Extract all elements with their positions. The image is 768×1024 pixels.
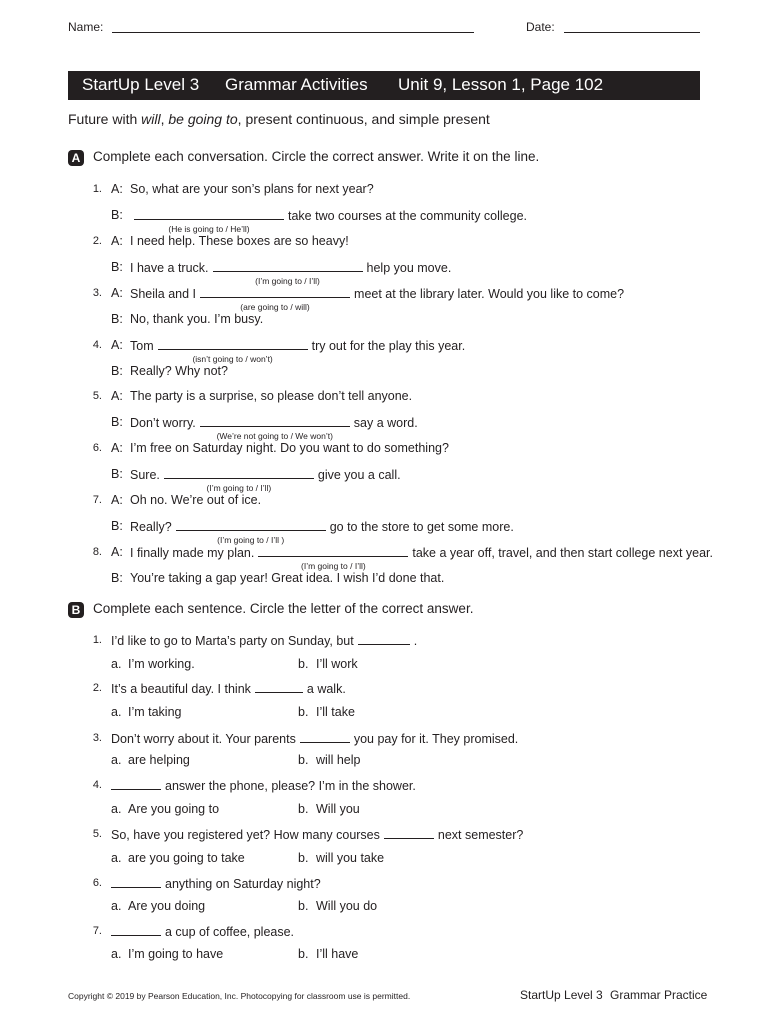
name-label: Name: bbox=[68, 20, 104, 34]
sentence-text: next semester? bbox=[437, 828, 524, 842]
speaker-b-label: B: bbox=[111, 260, 123, 274]
section-a-badge: A bbox=[68, 150, 84, 166]
line-text: No, thank you. I’m busy. bbox=[130, 312, 264, 326]
speaker-b-label: B: bbox=[111, 312, 123, 326]
answer-blank-wrapper bbox=[200, 414, 350, 441]
speaker-b-label: B: bbox=[111, 571, 123, 585]
speaker-b-label: B: bbox=[111, 415, 123, 429]
line-text: You’re taking a gap year! Great idea. I wish I’d done that. bbox=[130, 571, 445, 585]
answer-blank[interactable] bbox=[200, 414, 350, 427]
option-b-letter[interactable]: b. bbox=[298, 899, 309, 913]
option-a-letter[interactable]: a. bbox=[111, 851, 122, 865]
item-number: 2. bbox=[92, 682, 102, 694]
line-text: go to the store to get some more. bbox=[329, 520, 514, 534]
conversation-line-a bbox=[130, 285, 625, 312]
answer-choices-hint: (isn’t going to / won’t) bbox=[192, 354, 273, 364]
sentence-text: anything on Saturday night? bbox=[165, 877, 321, 891]
subtitle-sep: , bbox=[160, 111, 169, 127]
footer-practice: Grammar Practice bbox=[610, 988, 708, 1002]
speaker-a-label: A: bbox=[111, 441, 123, 455]
answer-blank-wrapper bbox=[164, 466, 314, 493]
option-a-text: I’m going to have bbox=[128, 947, 224, 961]
conversation-line-b bbox=[130, 363, 228, 379]
conversation-line-b bbox=[130, 414, 418, 441]
speaker-a-label: A: bbox=[111, 234, 123, 248]
item-number: 4. bbox=[92, 339, 102, 351]
item-number: 5. bbox=[92, 390, 102, 402]
speaker-b-label: B: bbox=[111, 519, 123, 533]
conversation-line-a bbox=[130, 337, 466, 364]
answer-blank-wrapper bbox=[258, 544, 408, 571]
answer-blank[interactable] bbox=[158, 337, 308, 350]
sentence-text: Don’t worry about it. Your parents bbox=[111, 732, 296, 746]
option-a-text: Are you going to bbox=[128, 802, 220, 816]
answer-blank[interactable] bbox=[111, 875, 161, 888]
conversation-line-a bbox=[130, 544, 714, 571]
option-a-text: I’m working. bbox=[128, 657, 195, 671]
sentence-text: So, have you registered yet? How many courses bbox=[111, 828, 380, 842]
speaker-b-label: B: bbox=[111, 208, 123, 222]
line-text: I’m free on Saturday night. Do you want to do something? bbox=[130, 441, 449, 455]
answer-blank[interactable] bbox=[134, 207, 284, 220]
line-text: Tom bbox=[130, 339, 154, 353]
option-a-text: are you going to take bbox=[128, 851, 245, 865]
option-a-letter[interactable]: a. bbox=[111, 657, 122, 671]
conversation-line-b bbox=[130, 570, 444, 586]
option-b-text: Will you do bbox=[316, 899, 378, 913]
conversation-line-a bbox=[130, 233, 349, 249]
banner-location: Unit 9, Lesson 1, Page 102 bbox=[398, 75, 604, 94]
answer-blank[interactable] bbox=[200, 285, 350, 298]
item-number: 7. bbox=[92, 494, 102, 506]
item-number: 3. bbox=[92, 287, 102, 299]
banner-activity: Grammar Activities bbox=[225, 75, 368, 94]
answer-blank[interactable] bbox=[300, 730, 350, 743]
answer-choices-hint: (He is going to / He’ll) bbox=[168, 224, 250, 234]
answer-blank-wrapper bbox=[176, 518, 326, 545]
banner-level: StartUp Level 3 bbox=[82, 75, 200, 94]
answer-blank[interactable] bbox=[213, 259, 363, 272]
answer-blank[interactable] bbox=[358, 632, 410, 645]
speaker-a-label: A: bbox=[111, 338, 123, 352]
section-b-instruction: Complete each sentence. Circle the letter of the correct answer. bbox=[93, 601, 474, 616]
option-b-text: Will you bbox=[316, 802, 360, 816]
line-text: meet at the library later. Would you like to come? bbox=[354, 287, 625, 301]
line-text: Sheila and I bbox=[130, 287, 197, 301]
speaker-b-label: B: bbox=[111, 467, 123, 481]
option-b-letter[interactable]: b. bbox=[298, 802, 309, 816]
speaker-a-label: A: bbox=[111, 389, 123, 403]
answer-blank[interactable] bbox=[384, 826, 434, 839]
option-b-text: I’ll take bbox=[316, 705, 355, 719]
item-number: 7. bbox=[92, 925, 102, 937]
sentence-text: a walk. bbox=[306, 682, 346, 696]
conversation-line-b bbox=[130, 518, 514, 545]
line-text: Oh no. We’re out of ice. bbox=[130, 493, 262, 507]
line-text: I have a truck. bbox=[130, 261, 209, 275]
copyright-text: Copyright © 2019 by Pearson Education, Inc. Photocopying for classroom use is permitted. bbox=[68, 991, 411, 1001]
conversation-line-b bbox=[130, 259, 452, 286]
answer-choices-hint: (I’m going to / I’ll ) bbox=[217, 535, 285, 545]
option-a-letter[interactable]: a. bbox=[111, 947, 122, 961]
page-subtitle bbox=[68, 111, 490, 127]
conversation-line-b bbox=[130, 207, 528, 234]
speaker-a-label: A: bbox=[111, 493, 123, 507]
answer-choices-hint: (I’m going to / I’ll) bbox=[301, 561, 366, 571]
sentence-line bbox=[111, 680, 346, 697]
date-field[interactable] bbox=[564, 32, 700, 33]
answer-blank-wrapper bbox=[213, 259, 363, 286]
answer-blank[interactable] bbox=[258, 544, 408, 557]
answer-blank[interactable] bbox=[111, 777, 161, 790]
option-b-letter[interactable]: b. bbox=[298, 753, 309, 767]
option-b-letter[interactable]: b. bbox=[298, 705, 309, 719]
item-number: 6. bbox=[92, 877, 102, 889]
line-text: take two courses at the community college. bbox=[288, 209, 528, 223]
answer-blank[interactable] bbox=[176, 518, 326, 531]
line-text: Really? Why not? bbox=[130, 364, 228, 378]
answer-choices-hint: (are going to / will) bbox=[240, 302, 310, 312]
sentence-text: I’d like to go to Marta’s party on Sunday, but bbox=[111, 634, 354, 648]
subtitle-suffix: , present continuous, and simple present bbox=[237, 111, 490, 127]
conversation-line-a bbox=[130, 181, 374, 197]
line-text: I finally made my plan. bbox=[130, 546, 255, 560]
line-text: Really? bbox=[130, 520, 172, 534]
answer-choices-hint: (We’re not going to / We won’t) bbox=[216, 431, 333, 441]
item-number: 1. bbox=[92, 634, 102, 646]
sentence-line bbox=[111, 923, 294, 940]
name-field[interactable] bbox=[112, 32, 474, 33]
line-text: take a year off, travel, and then start college next year. bbox=[412, 546, 714, 560]
option-b-letter[interactable]: b. bbox=[298, 851, 309, 865]
subtitle-be-going-to: be going to bbox=[168, 111, 238, 127]
line-text: give you a call. bbox=[317, 468, 401, 482]
sentence-text: . bbox=[413, 634, 418, 648]
answer-blank[interactable] bbox=[255, 680, 303, 693]
option-b-letter[interactable]: b. bbox=[298, 947, 309, 961]
sentence-line bbox=[111, 875, 321, 892]
sentence-text: you pay for it. They promised. bbox=[353, 732, 519, 746]
option-b-text: I’ll work bbox=[316, 657, 358, 671]
item-number: 4. bbox=[92, 779, 102, 791]
item-number: 5. bbox=[92, 828, 102, 840]
line-text: try out for the play this year. bbox=[311, 339, 466, 353]
sentence-text: a cup of coffee, please. bbox=[165, 925, 295, 939]
conversation-line-a bbox=[130, 388, 412, 404]
answer-choices-hint: (I’m going to / I’ll) bbox=[255, 276, 320, 286]
answer-blank[interactable] bbox=[111, 923, 161, 936]
line-text: Sure. bbox=[130, 468, 160, 482]
item-number: 8. bbox=[92, 546, 102, 558]
sentence-text: answer the phone, please? I’m in the shower. bbox=[165, 779, 416, 793]
option-a-letter[interactable]: a. bbox=[111, 705, 122, 719]
option-a-text: are helping bbox=[128, 753, 190, 767]
item-number: 2. bbox=[92, 235, 102, 247]
section-b-badge: B bbox=[68, 602, 84, 618]
item-number: 6. bbox=[92, 442, 102, 454]
date-label: Date: bbox=[526, 20, 555, 34]
line-text: So, what are your son’s plans for next year? bbox=[130, 182, 374, 196]
speaker-b-label: B: bbox=[111, 364, 123, 378]
option-a-letter[interactable]: a. bbox=[111, 899, 122, 913]
option-a-letter[interactable]: a. bbox=[111, 753, 122, 767]
line-text: help you move. bbox=[366, 261, 452, 275]
sentence-line bbox=[111, 826, 523, 843]
sentence-text: It’s a beautiful day. I think bbox=[111, 682, 251, 696]
option-a-letter[interactable]: a. bbox=[111, 802, 122, 816]
line-text: The party is a surprise, so please don’t tell anyone. bbox=[130, 389, 413, 403]
answer-blank[interactable] bbox=[164, 466, 314, 479]
conversation-line-a bbox=[130, 492, 261, 508]
option-a-text: Are you doing bbox=[128, 899, 206, 913]
speaker-a-label: A: bbox=[111, 286, 123, 300]
subtitle-prefix: Future with bbox=[68, 111, 142, 127]
answer-blank-wrapper bbox=[200, 285, 350, 312]
line-text: say a word. bbox=[353, 416, 418, 430]
sentence-line bbox=[111, 777, 416, 794]
speaker-a-label: A: bbox=[111, 545, 123, 559]
item-number: 3. bbox=[92, 732, 102, 744]
conversation-line-b bbox=[130, 466, 401, 493]
option-b-text: I’ll have bbox=[316, 947, 359, 961]
subtitle-will: will bbox=[141, 111, 161, 127]
sentence-line bbox=[111, 632, 417, 649]
conversation-line-b bbox=[130, 311, 263, 327]
line-text: Don’t worry. bbox=[130, 416, 196, 430]
line-text: I need help. These boxes are so heavy! bbox=[130, 234, 349, 248]
conversation-line-a bbox=[130, 440, 449, 456]
title-banner bbox=[68, 71, 700, 100]
answer-blank-wrapper bbox=[134, 207, 284, 234]
sentence-line bbox=[111, 730, 518, 747]
option-b-text: will help bbox=[316, 753, 361, 767]
footer-level: StartUp Level 3 bbox=[520, 988, 603, 1002]
option-b-letter[interactable]: b. bbox=[298, 657, 309, 671]
section-a-instruction: Complete each conversation. Circle the correct answer. Write it on the line. bbox=[93, 149, 540, 164]
answer-choices-hint: (I’m going to / I’ll) bbox=[206, 483, 272, 493]
item-number: 1. bbox=[92, 183, 102, 195]
option-b-text: will you take bbox=[316, 851, 385, 865]
speaker-a-label: A: bbox=[111, 182, 123, 196]
option-a-text: I’m taking bbox=[128, 705, 182, 719]
answer-blank-wrapper bbox=[158, 337, 308, 364]
